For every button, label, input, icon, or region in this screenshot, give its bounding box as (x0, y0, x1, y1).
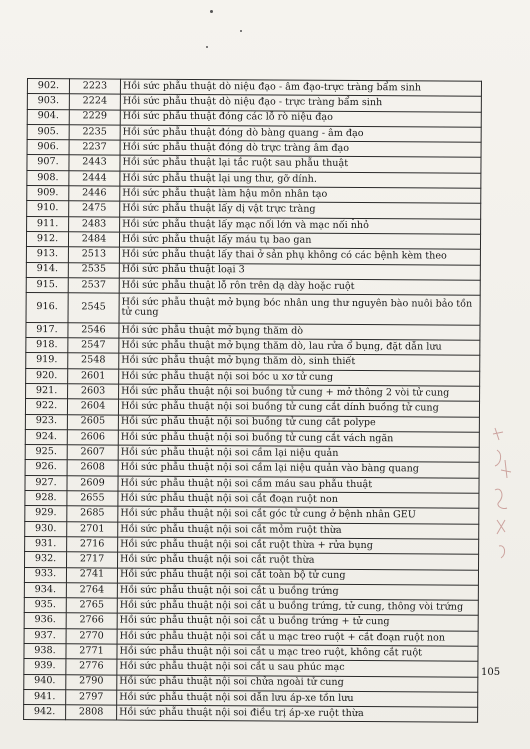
procedure-name: Hồi sức phẫu thuật nội soi cắt góc tử cung ở bệnh nhân GEU (118, 506, 479, 524)
row-number: 910. (27, 201, 69, 217)
procedure-name: Hồi sức phẫu thuật mở bụng thăm dò, lau rửa ổ bụng, đặt dẫn lưu (119, 338, 480, 356)
procedure-table-body (24, 79, 482, 723)
procedure-name: Hồi sức phẫu thuật lấy dị vật trực tràng (120, 201, 481, 219)
procedure-code: 2237 (69, 140, 120, 156)
procedure-name: Hồi sức phẫu thuật nội soi cắt u buồng trứng, tử cung, thông vòi trứng (117, 598, 478, 616)
row-number: 908. (27, 170, 69, 186)
procedure-code: 2537 (68, 278, 119, 294)
procedure-code: 2609 (67, 475, 118, 491)
procedure-code: 2223 (69, 79, 120, 95)
row-number: 919. (26, 353, 68, 369)
procedure-code: 2546 (68, 323, 119, 339)
procedure-code: 2224 (69, 94, 120, 110)
table-row (24, 705, 478, 723)
procedure-code: 2603 (68, 384, 119, 400)
procedure-name: Hồi sức phẫu thuật nội soi chửa ngoài tử cung (117, 675, 478, 693)
row-number: 913. (26, 247, 68, 263)
procedure-name: Hồi sức phẫu thuật nội soi buồng tử cung cắt polype (118, 415, 479, 433)
procedure-name: Hồi sức phẫu thuật lấy mạc nối lớn và mạc nối nhỏ (120, 217, 481, 235)
procedure-code: 2475 (69, 201, 120, 217)
procedure-code: 2513 (68, 247, 119, 263)
procedure-name: Hồi sức phẫu thuật nội soi điều trị áp-xe ruột thừa (117, 705, 478, 723)
procedure-code: 2235 (69, 125, 120, 141)
procedure-code: 2765 (66, 598, 117, 614)
procedure-code: 2229 (69, 109, 120, 125)
procedure-code: 2548 (68, 353, 119, 369)
row-number: 904. (27, 109, 69, 125)
row-number: 911. (27, 216, 69, 232)
row-number: 920. (26, 368, 68, 384)
procedure-code: 2764 (66, 583, 117, 599)
row-number: 923. (25, 414, 67, 430)
row-number: 939. (24, 659, 66, 675)
row-number: 924. (25, 429, 67, 445)
procedure-code: 2484 (68, 232, 119, 248)
row-number: 915. (26, 277, 68, 293)
procedure-code: 2770 (66, 628, 117, 644)
procedure-code: 2443 (69, 155, 120, 171)
row-number: 906. (27, 140, 69, 156)
procedure-name: Hồi sức phẫu thuật nội soi cắt ruột thừa (118, 552, 479, 570)
procedure-name: Hồi sức phẫu thuật nội soi cắt đoạn ruột non (118, 491, 479, 509)
procedure-name: Hồi sức phẫu thuật mở bụng thăm dò (119, 323, 480, 341)
table-row (26, 293, 480, 325)
procedure-code: 2444 (69, 171, 120, 187)
procedure-name: Hồi sức phẫu thuật nội soi cầm lại niệu quản (118, 445, 479, 463)
row-number: 928. (25, 491, 67, 507)
row-number: 930. (25, 521, 67, 537)
procedure-name: Hồi sức phẫu thuật nội soi cắt u sau phúc mạc (117, 659, 478, 677)
procedure-name: Hồi sức phẫu thuật đóng các lỗ rò niệu đạo (120, 110, 481, 128)
procedure-name: Hồi sức phẫu thuật nội soi cắt toàn bộ tử cung (117, 568, 478, 586)
procedure-code: 2535 (68, 262, 119, 278)
page-number: 105 (481, 667, 501, 678)
procedure-code: 2604 (67, 399, 118, 415)
procedure-name: Hồi sức phẫu thuật mở bụng bóc nhân ung thư nguyên bào nuôi bảo tồn tử cung (119, 293, 480, 325)
procedure-name: Hồi sức phẫu thuật lấy máu tụ bao gan (119, 232, 480, 250)
procedure-code: 2790 (66, 674, 117, 690)
procedure-name: Hồi sức phẫu thuật nội soi buồng tử cung cắt dính buồng tử cung (118, 399, 479, 417)
row-number: 932. (25, 552, 67, 568)
procedure-name: Hồi sức phẫu thuật nội soi cắt mỏm ruột thừa (118, 522, 479, 540)
procedure-name: Hồi sức phẫu thuật dò niệu đạo - âm đạo-trực tràng bẩm sinh (120, 79, 481, 97)
row-number: 918. (26, 338, 68, 354)
procedure-name: Hồi sức phẫu thuật đóng dò bàng quang - âm đạo (120, 125, 481, 143)
procedure-code: 2608 (67, 460, 118, 476)
procedure-code: 2771 (66, 644, 117, 660)
procedure-name: Hồi sức phẫu thuật lại ung thư, gỡ dính. (120, 171, 481, 189)
procedure-name: Hồi sức phẫu thuật loại 3 (119, 263, 480, 281)
procedure-name: Hồi sức phẫu thuật nội soi cắt ruột thừa + rửa bụng (118, 537, 479, 555)
procedure-code: 2655 (67, 491, 118, 507)
row-number: 926. (25, 460, 67, 476)
procedure-code: 2605 (67, 414, 118, 430)
row-number: 912. (26, 231, 68, 247)
procedure-name: Hồi sức phẫu thuật nội soi dẫn lưu áp-xe tồn lưu (117, 690, 478, 708)
row-number: 937. (24, 628, 66, 644)
procedure-name: Hồi sức phẫu thuật lỗ rôn trên dạ dày hoặc ruột (119, 278, 480, 296)
procedure-code: 2607 (67, 445, 118, 461)
procedure-code: 2776 (66, 659, 117, 675)
row-number: 903. (27, 94, 69, 110)
procedure-name: Hồi sức phẫu thuật làm hậu môn nhân tạo (120, 186, 481, 204)
procedure-code: 2797 (66, 690, 117, 706)
procedure-code: 2701 (67, 521, 118, 537)
procedure-code: 2685 (67, 506, 118, 522)
row-number: 936. (24, 613, 66, 629)
row-number: 916. (26, 293, 68, 323)
scan-speck (210, 10, 213, 13)
row-number: 925. (25, 445, 67, 461)
procedure-name: Hồi sức phẫu thuật nội soi bóc u xơ tử cung (119, 369, 480, 387)
row-number: 931. (25, 536, 67, 552)
procedure-code: 2483 (69, 216, 120, 232)
scan-speck (240, 30, 242, 32)
row-number: 929. (25, 506, 67, 522)
row-number: 927. (25, 475, 67, 491)
procedure-name: Hồi sức phẫu thuật nội soi cắt u mạc treo ruột, không cắt ruột (117, 644, 478, 662)
row-number: 902. (27, 79, 69, 95)
procedure-code: 2717 (67, 552, 118, 568)
row-number: 940. (24, 674, 66, 690)
procedure-name: Hồi sức phẫu thuật nội soi cầm lại niệu quản vào bàng quang (118, 460, 479, 478)
procedure-name: Hồi sức phẫu thuật nội soi cắt u mạc treo ruột + cắt đoạn ruột non (117, 629, 478, 647)
procedure-name: Hồi sức phẫu thuật nội soi cắt u buồng trứng (117, 583, 478, 601)
procedure-name: Hồi sức phẫu thuật mở bụng thăm dò, sinh thiết (119, 353, 480, 371)
row-number: 938. (24, 643, 66, 659)
row-number: 921. (26, 383, 68, 399)
scan-speck (206, 46, 208, 48)
procedure-name: Hồi sức phẫu thuật lấy thai ở sản phụ không có các bệnh kèm theo (119, 247, 480, 265)
row-number: 942. (24, 705, 66, 721)
row-number: 909. (27, 186, 69, 202)
row-number: 917. (26, 322, 68, 338)
procedure-code: 2808 (66, 705, 117, 721)
row-number: 933. (24, 567, 66, 583)
procedure-name: Hồi sức phẫu thuật nội soi cầm máu sau phẫu thuật (118, 476, 479, 494)
procedure-code: 2716 (67, 537, 118, 553)
procedure-code: 2545 (68, 293, 119, 323)
row-number: 922. (25, 399, 67, 415)
procedure-name: Hồi sức phẫu thuật đóng dò trực tràng âm đạo (120, 140, 481, 158)
row-number: 935. (24, 598, 66, 614)
procedure-name: Hồi sức phẫu thuật dò niệu đạo - trực tràng bẩm sinh (120, 94, 481, 112)
procedure-code: 2766 (66, 613, 117, 629)
procedure-table (23, 78, 482, 723)
procedure-code: 2547 (68, 338, 119, 354)
procedure-code: 2741 (66, 567, 117, 583)
procedure-name: Hồi sức phẫu thuật lại tắc ruột sau phẫu thuật (120, 156, 481, 174)
row-number: 905. (27, 124, 69, 140)
row-number: 941. (24, 689, 66, 705)
row-number: 914. (26, 262, 68, 278)
row-number: 907. (27, 155, 69, 171)
handwritten-mark-icon (489, 420, 515, 570)
procedure-name: Hồi sức phẫu thuật nội soi cắt u buồng trứng + tử cung (117, 613, 478, 631)
procedure-code: 2606 (67, 430, 118, 446)
row-number: 934. (24, 582, 66, 598)
procedure-code: 2601 (68, 368, 119, 384)
procedure-name: Hồi sức phẫu thuật nội soi buồng tử cung cắt vách ngăn (118, 430, 479, 448)
procedure-code: 2446 (69, 186, 120, 202)
procedure-name: Hồi sức phẫu thuật nội soi buồng tử cung + mở thông 2 vòi tử cung (119, 384, 480, 402)
